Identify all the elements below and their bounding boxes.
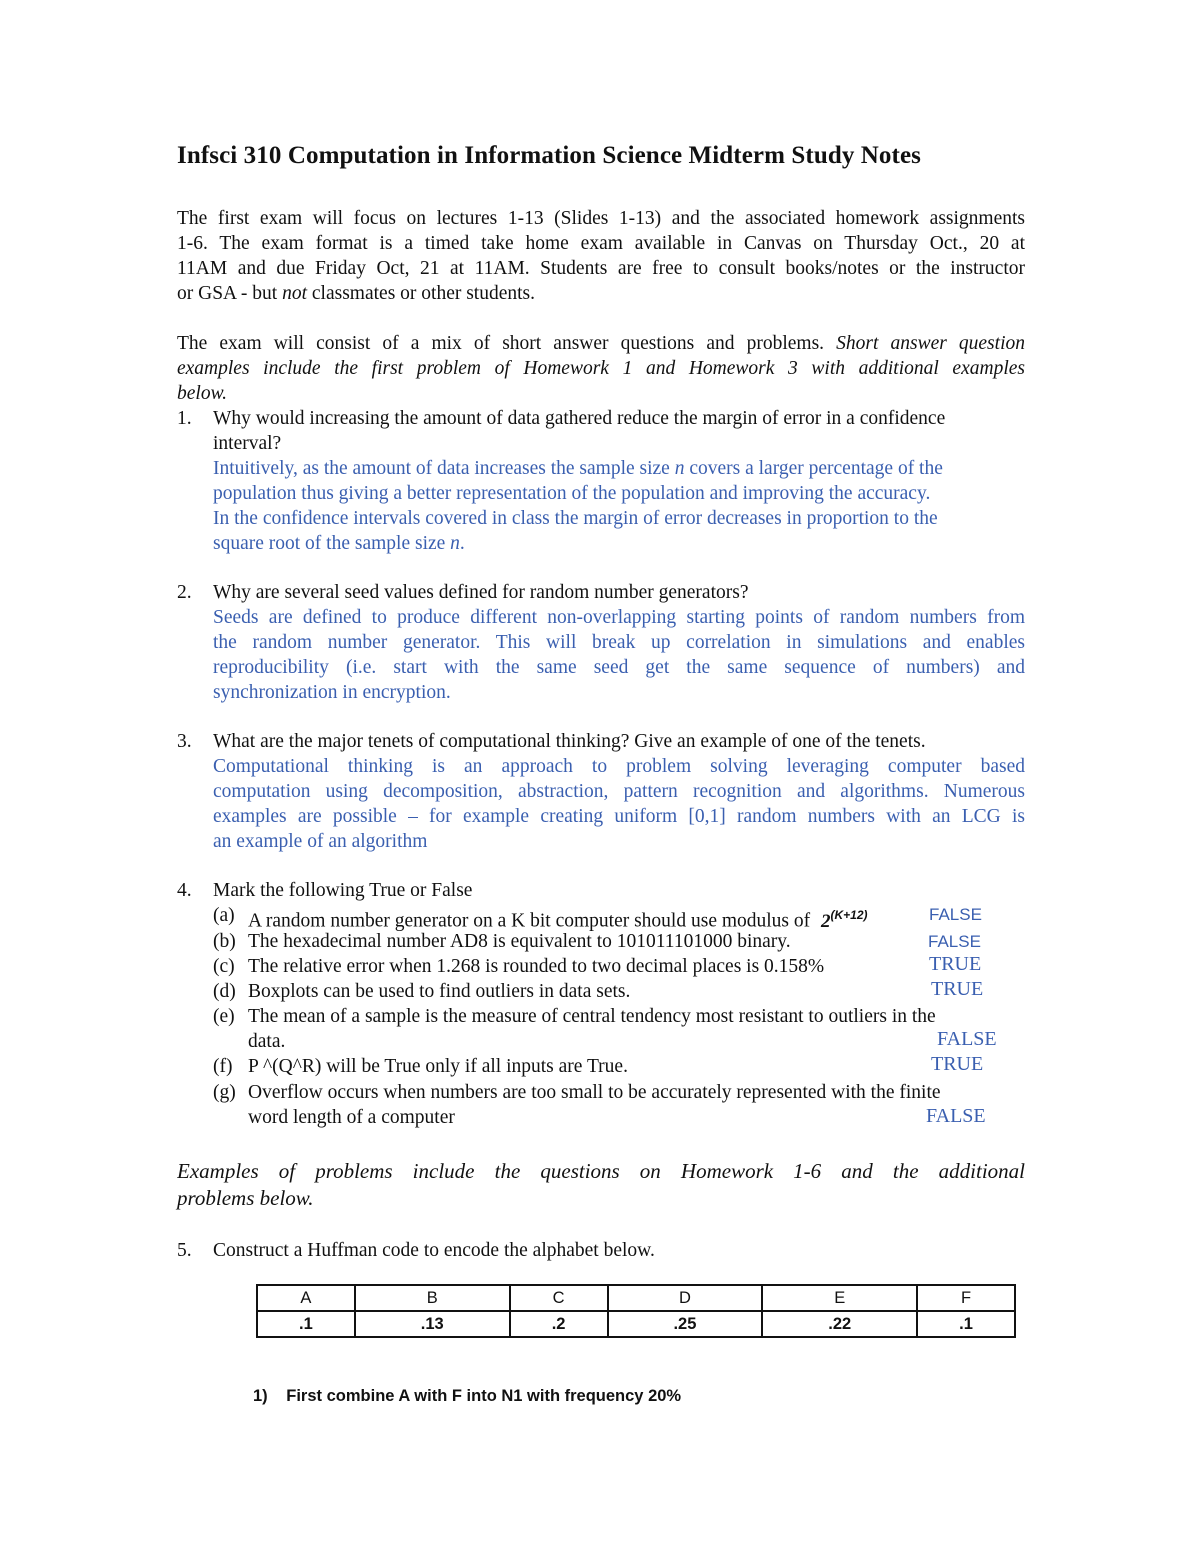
table-cell: .25 bbox=[608, 1311, 763, 1337]
question-text: Why would increasing the amount of data gathered reduce the margin of error in a confidence bbox=[213, 408, 946, 429]
tf-statement: The mean of a sample is the measure of central tendency most resistant to outliers in the bbox=[248, 1006, 936, 1027]
tf-answer: FALSE bbox=[937, 1028, 997, 1050]
intro-paragraph bbox=[177, 206, 1025, 306]
question-text: Mark the following True or False bbox=[213, 880, 473, 901]
intro-line: 11AM and due Friday Oct, 21 at 11AM. Students are free to consult books/notes or the instructor bbox=[177, 258, 1025, 279]
intro-line: The first exam will focus on lectures 1-13 (Slides 1-13) and the associated homework assignments bbox=[177, 208, 1025, 229]
answer-line: an example of an algorithm bbox=[213, 831, 428, 852]
answer-line: examples are possible – for example creating uniform [0,1] random numbers with an LCG is bbox=[213, 806, 1025, 827]
problems-intro bbox=[177, 1158, 1025, 1212]
answer-line: In the confidence intervals covered in class the margin of error decreases in proportion to the bbox=[213, 508, 938, 529]
question-3 bbox=[177, 729, 1025, 854]
tf-statement: The relative error when 1.268 is rounded to two decimal places is 0.158% bbox=[248, 956, 825, 977]
table-row bbox=[257, 1311, 1015, 1337]
answer-line: square root of the sample size n. bbox=[213, 533, 465, 554]
tf-statement: Boxplots can be used to find outliers in data sets. bbox=[248, 981, 631, 1002]
table-cell: .1 bbox=[917, 1311, 1015, 1337]
table-cell: .1 bbox=[257, 1311, 355, 1337]
question-number: 3. bbox=[177, 731, 192, 752]
question-number: 5. bbox=[177, 1240, 192, 1261]
format-line: examples include the first problem of Homework 1 and Homework 3 with additional examples bbox=[177, 358, 1025, 379]
tf-answer: TRUE bbox=[929, 953, 982, 975]
question-number: 2. bbox=[177, 582, 192, 603]
tf-answer: FALSE bbox=[928, 932, 981, 951]
tf-answer: FALSE bbox=[929, 905, 982, 924]
intro-line: 1-6. The exam format is a timed take home exam available in Canvas on Thursday Oct., 20 at bbox=[177, 233, 1025, 254]
answer-line: synchronization in encryption. bbox=[213, 682, 451, 703]
answer-line: population thus giving a better representation of the population and improving the accuracy. bbox=[213, 483, 931, 504]
table-cell: .13 bbox=[355, 1311, 510, 1337]
tf-statement: Overflow occurs when numbers are too small to be accurately represented with the finite bbox=[248, 1082, 941, 1103]
answer-line: the random number generator. This will break up correlation in simulations and enables bbox=[213, 632, 1025, 653]
problems-intro-line: problems below. bbox=[177, 1186, 314, 1210]
table-header-cell: C bbox=[510, 1285, 608, 1311]
tf-answer: FALSE bbox=[926, 1105, 986, 1127]
table-header-cell: F bbox=[917, 1285, 1015, 1311]
table-header-cell: D bbox=[608, 1285, 763, 1311]
page-title: Infsci 310 Computation in Information Science Midterm Study Notes bbox=[177, 142, 921, 169]
step-number: 1) bbox=[253, 1387, 268, 1405]
answer-line: reproducibility (i.e. start with the same seed get the same sequence of numbers) and bbox=[213, 657, 1025, 678]
tf-statement: P ^(Q^R) will be True only if all inputs are True. bbox=[248, 1056, 628, 1077]
format-line: below. bbox=[177, 383, 228, 404]
answer-line: Seeds are defined to produce different non-overlapping starting points of random numbers from bbox=[213, 607, 1025, 628]
question-number: 1. bbox=[177, 408, 192, 429]
tf-label: (c) bbox=[213, 956, 235, 977]
question-2 bbox=[177, 580, 1025, 705]
tf-label: (g) bbox=[213, 1082, 236, 1103]
table-header-row bbox=[257, 1285, 1015, 1311]
intro-line: or GSA - but not classmates or other students. bbox=[177, 283, 536, 304]
tf-statement-cont: word length of a computer bbox=[248, 1107, 455, 1128]
tf-answer: TRUE bbox=[931, 978, 984, 1000]
format-line: The exam will consist of a mix of short answer questions and problems. Short answer question bbox=[177, 333, 1025, 354]
tf-label: (a) bbox=[213, 905, 235, 926]
tf-label: (b) bbox=[213, 931, 236, 952]
tf-statement-cont: data. bbox=[248, 1031, 286, 1052]
question-5 bbox=[177, 1238, 1025, 1263]
tf-answer: TRUE bbox=[931, 1053, 984, 1075]
question-text: interval? bbox=[213, 433, 282, 454]
step-text: First combine A with F into N1 with frequency 20% bbox=[286, 1387, 682, 1405]
tf-label: (d) bbox=[213, 981, 236, 1002]
tf-statement: The hexadecimal number AD8 is equivalent to 101011101000 binary. bbox=[248, 931, 791, 952]
problems-intro-line: Examples of problems include the questions on Homework 1-6 and the additional bbox=[177, 1159, 1025, 1183]
question-text: What are the major tenets of computational thinking? Give an example of one of the tenets. bbox=[213, 731, 926, 752]
table-header-cell: E bbox=[762, 1285, 917, 1311]
question-text: Why are several seed values defined for random number generators? bbox=[213, 582, 749, 603]
answer-line: computation using decomposition, abstraction, pattern recognition and algorithms. Numerous bbox=[213, 781, 1025, 802]
table-header-cell: B bbox=[355, 1285, 510, 1311]
question-4 bbox=[177, 878, 1025, 903]
question-number: 4. bbox=[177, 880, 192, 901]
question-text: Construct a Huffman code to encode the alphabet below. bbox=[213, 1240, 655, 1261]
question-1 bbox=[177, 406, 1025, 556]
table-header-cell: A bbox=[257, 1285, 355, 1311]
table-cell: .22 bbox=[762, 1311, 917, 1337]
format-paragraph bbox=[177, 331, 1025, 406]
answer-line: Computational thinking is an approach to problem solving leveraging computer based bbox=[213, 756, 1025, 777]
tf-label: (e) bbox=[213, 1006, 235, 1027]
solution-step-1 bbox=[253, 1387, 681, 1406]
answer-line: Intuitively, as the amount of data increases the sample size n covers a larger percentage of the bbox=[213, 458, 943, 479]
tf-statement: A random number generator on a K bit computer should use modulus of 2(K+12) bbox=[248, 908, 868, 932]
huffman-table bbox=[256, 1284, 1016, 1338]
table-cell: .2 bbox=[510, 1311, 608, 1337]
tf-label: (f) bbox=[213, 1056, 233, 1077]
